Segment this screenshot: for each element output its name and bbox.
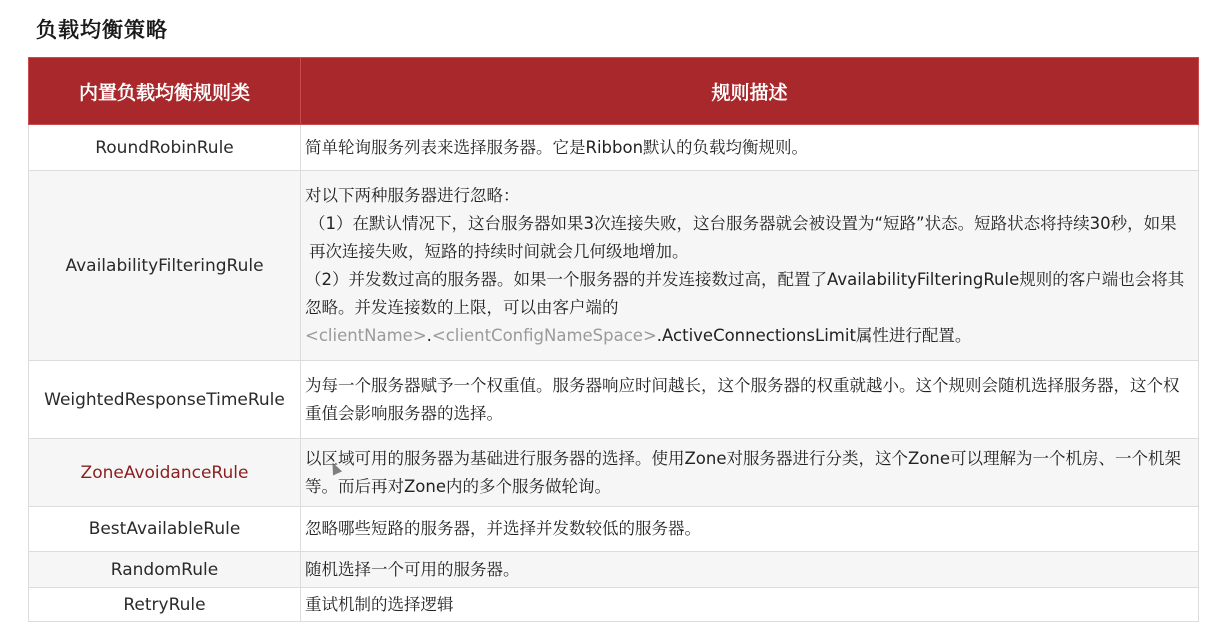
suffix-token: .ActiveConnectionsLimit属性进行配置。	[656, 325, 972, 345]
config-namespace-token: <clientConfigNameSpace>	[431, 325, 657, 345]
rule-name: RoundRobinRule	[29, 125, 301, 171]
table-row	[29, 507, 1199, 552]
table-row	[29, 361, 1199, 439]
rule-description: 随机选择一个可用的服务器。	[301, 552, 1199, 588]
dot-token: .	[426, 325, 432, 345]
rule-name: BestAvailableRule	[29, 507, 301, 552]
desc-paragraph: （1）在默认情况下，这台服务器如果3次连接失败，这台服务器就会被设置为“短路”状态。短路状态将持续30秒，如果再次连接失败，短路的持续时间就会几何级地增加。	[309, 213, 1177, 261]
rule-description: 简单轮询服务列表来选择服务器。它是Ribbon默认的负载均衡规则。	[301, 125, 1199, 171]
desc-paragraph: 对以下两种服务器进行忽略：	[305, 185, 520, 205]
table-row	[29, 439, 1199, 507]
table-row	[29, 588, 1199, 622]
rule-description: 为每一个服务器赋予一个权重值。服务器响应时间越长，这个服务器的权重就越小。这个规则会随机选择服务器，这个权重值会影响服务器的选择。	[301, 361, 1199, 439]
table-row	[29, 125, 1199, 171]
rule-name: WeightedResponseTimeRule	[29, 361, 301, 439]
rules-table	[28, 57, 1199, 622]
rule-description: 重试机制的选择逻辑	[301, 588, 1199, 622]
page-title: 负载均衡策略	[36, 18, 168, 42]
desc-paragraph-tail	[305, 322, 1192, 350]
rule-description: 忽略哪些短路的服务器，并选择并发数较低的服务器。	[301, 507, 1199, 552]
table-header-row	[29, 58, 1199, 125]
rule-description: 以区域可用的服务器为基础进行服务器的选择。使用Zone对服务器进行分类，这个Zone可以理解为一个机房、一个机架等。而后再对Zone内的多个服务做轮询。	[301, 439, 1199, 507]
table-row	[29, 171, 1199, 361]
rule-name: RetryRule	[29, 588, 301, 622]
header-rule-description: 规则描述	[301, 58, 1199, 125]
rule-description	[301, 171, 1199, 361]
client-name-token: <clientName>	[305, 325, 427, 345]
rule-name: AvailabilityFilteringRule	[29, 171, 301, 361]
table-row	[29, 552, 1199, 588]
header-rule-class: 内置负载均衡规则类	[29, 58, 301, 125]
rule-name: RandomRule	[29, 552, 301, 588]
rule-name-highlighted: ZoneAvoidanceRule	[29, 439, 301, 507]
desc-paragraph: （2）并发数过高的服务器。如果一个服务器的并发连接数过高，配置了AvailabilityFilteringRule规则的客户端也会将其忽略。并发连接数的上限，可以由客户端的	[305, 269, 1185, 317]
